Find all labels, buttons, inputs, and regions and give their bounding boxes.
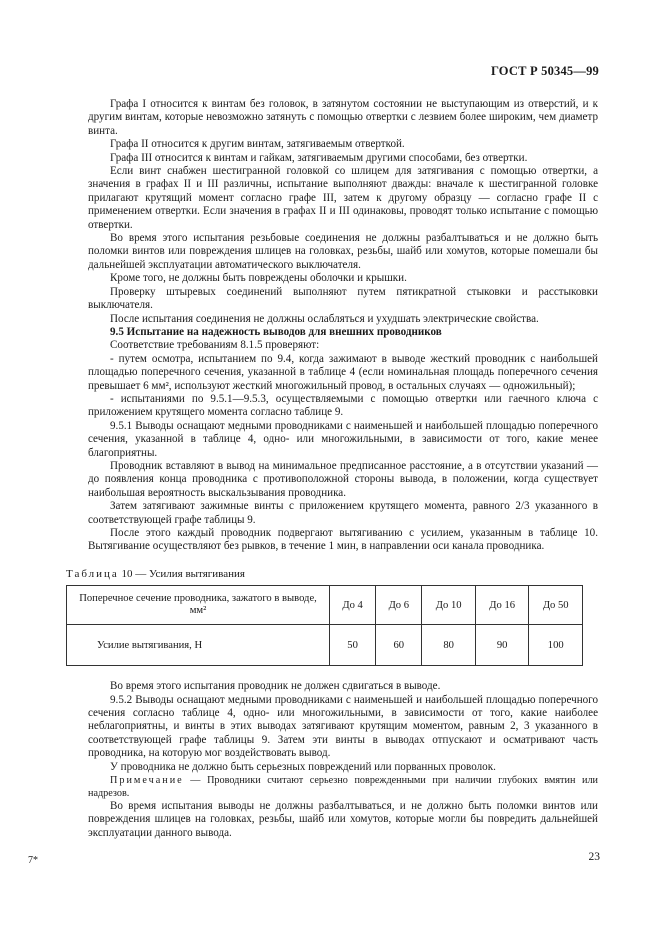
- paragraph: Если винт снабжен шестигранной головкой со шлицем для затягивания с помощью отвертки, а значения в графах II и III различны, испытание выполняют дважды: вначале к шестигранной головке прилагают крутящий момент согласно графе III, затем к другому образцу — согласно графе II с применением отвертки. Если значения в графах II и III одинаковы, проводят только испытание с помощью отвертки.: [88, 165, 598, 231]
- pull-force-table: [66, 585, 583, 666]
- body-text: [66, 98, 598, 840]
- table-column-header: До 6: [376, 586, 422, 625]
- paragraph: Проводник вставляют в вывод на минимальное предписанное расстояние, а в отсутствии указаний — до появления конца проводника с противоположной стороны вывода, в положении, когда существует наибольшая вероятность выскальзывания проводника.: [88, 459, 598, 499]
- paragraph: Во время этого испытания проводник не должен сдвигаться в выводе.: [110, 680, 441, 693]
- table-column-header: До 4: [330, 586, 376, 625]
- table-row-label: Усилие вытягивания, Н: [67, 625, 330, 666]
- table-cell: 90: [475, 625, 529, 666]
- paragraph: После испытания соединения не должны ослабляться и ухудшать электрические свойства.: [110, 312, 539, 325]
- table-row: [67, 625, 583, 666]
- paragraph: 9.5.1 Выводы оснащают медными проводниками с наименьшей и наибольшей площадью поперечного сечения, указанной в таблице 4, одно- или многожильными, в зависимости от того, какие менее благоприятны.: [88, 419, 598, 459]
- section-intro: Соответствие требованиям 8.1.5 проверяют:: [110, 339, 320, 352]
- list-item: - путем осмотра, испытанием по 9.4, когда зажимают в выводе жесткий проводник с наибольшей площадью поперечного сечения, указанной в таблице 4 (если номинальная площадь поперечного сечения превышает 6 мм², используют жесткий многожильный провод, в остальных случаях — одножильный);: [88, 352, 598, 392]
- note: [88, 774, 598, 800]
- table-column-header: До 16: [475, 586, 529, 625]
- table-cell: 60: [376, 625, 422, 666]
- paragraph: Во время испытания выводы не должны разбалтываться, и не должно быть поломки винтов или повреждения шлицев на головках, резьбы, шайб или хомутов, которые могли бы повредить дальнейшей эксплуатации данного вывода.: [88, 800, 598, 839]
- paragraph: Проверку штыревых соединений выполняют путем пятикратной стыковки и расстыковки выключателя.: [88, 285, 598, 312]
- table-column-header: До 10: [422, 586, 476, 625]
- list-item: - испытаниями по 9.5.1—9.5.3, осуществляемыми с помощью отвертки или гаечного ключа с приложением крутящего момента согласно таблице 9.: [88, 392, 598, 419]
- paragraph: Графа I относится к винтам без головок, в затянутом состоянии не выступающим из отверстий, и к другим винтам, которые невозможно затянуть с помощью отвертки с лезвием более широким, чем диаметр винта.: [88, 98, 598, 137]
- table-caption: [66, 568, 598, 581]
- table-header-label: Поперечное сечение проводника, зажатого в выводе, мм²: [67, 586, 330, 625]
- page-number: 23: [588, 851, 600, 863]
- paragraph: Затем затягивают зажимные винты с приложением крутящего момента, равного 2/3 указанного в соответствующей графе таблицы 9.: [88, 500, 598, 526]
- note-text: — Проводники считают серьезно поврежденными при наличии глубоких вмятин или надрезов.: [88, 775, 598, 800]
- section-heading: 9.5 Испытание на надежность выводов для внешних проводников: [110, 325, 442, 338]
- standard-header: ГОСТ Р 50345—99: [490, 64, 599, 78]
- paragraph: У проводника не должно быть серьезных повреждений или порванных проволок.: [110, 760, 496, 773]
- table-cell: 50: [330, 625, 376, 666]
- paragraph: 9.5.2 Выводы оснащают медными проводниками с наименьшей и наибольшей площадью поперечного сечения согласно таблице 4, одно- или многожильными, в зависимости от того, какие наиболее неблагоприятны, и винты в этих выводах затягивают крутящим моментом, равным 2, 3 указанного в соответствующей графе таблицы 9. Затем эти винты в выводах отпускают и осматривают часть проводника, на которую мог воздействовать вывод.: [88, 693, 598, 760]
- table-cell: 100: [529, 625, 583, 666]
- paragraph: Кроме того, не должны быть повреждены оболочки и крышки.: [110, 272, 407, 285]
- paragraph: Графа II относится к другим винтам, затягиваемым отверткой.: [110, 138, 405, 151]
- table-header-row: [67, 586, 583, 625]
- table-caption-text: 10 — Усилия вытягивания: [121, 567, 245, 580]
- note-label: Примечание: [110, 775, 184, 787]
- table-cell: 80: [422, 625, 476, 666]
- footer-mark: 7*: [28, 855, 38, 866]
- table-column-header: До 50: [529, 586, 583, 625]
- paragraph: Во время этого испытания резьбовые соединения не должны разбалтываться и не должно быть поломки винтов или повреждения шлицев на головках, резьбы, шайб или хомутов, которые помешали бы дальнейшей эксплуатации автоматического выключателя.: [88, 232, 598, 271]
- paragraph: Графа III относится к винтам и гайкам, затягиваемым другими способами, без отвертки.: [110, 151, 528, 164]
- paragraph: После этого каждый проводник подвергают вытягиванию с усилием, указанным в таблице 10. Вытягивание осуществляют без рывков, в течение 1 мин, в направлении оси канала проводника.: [88, 527, 598, 553]
- table-caption-label: Таблица: [66, 567, 119, 580]
